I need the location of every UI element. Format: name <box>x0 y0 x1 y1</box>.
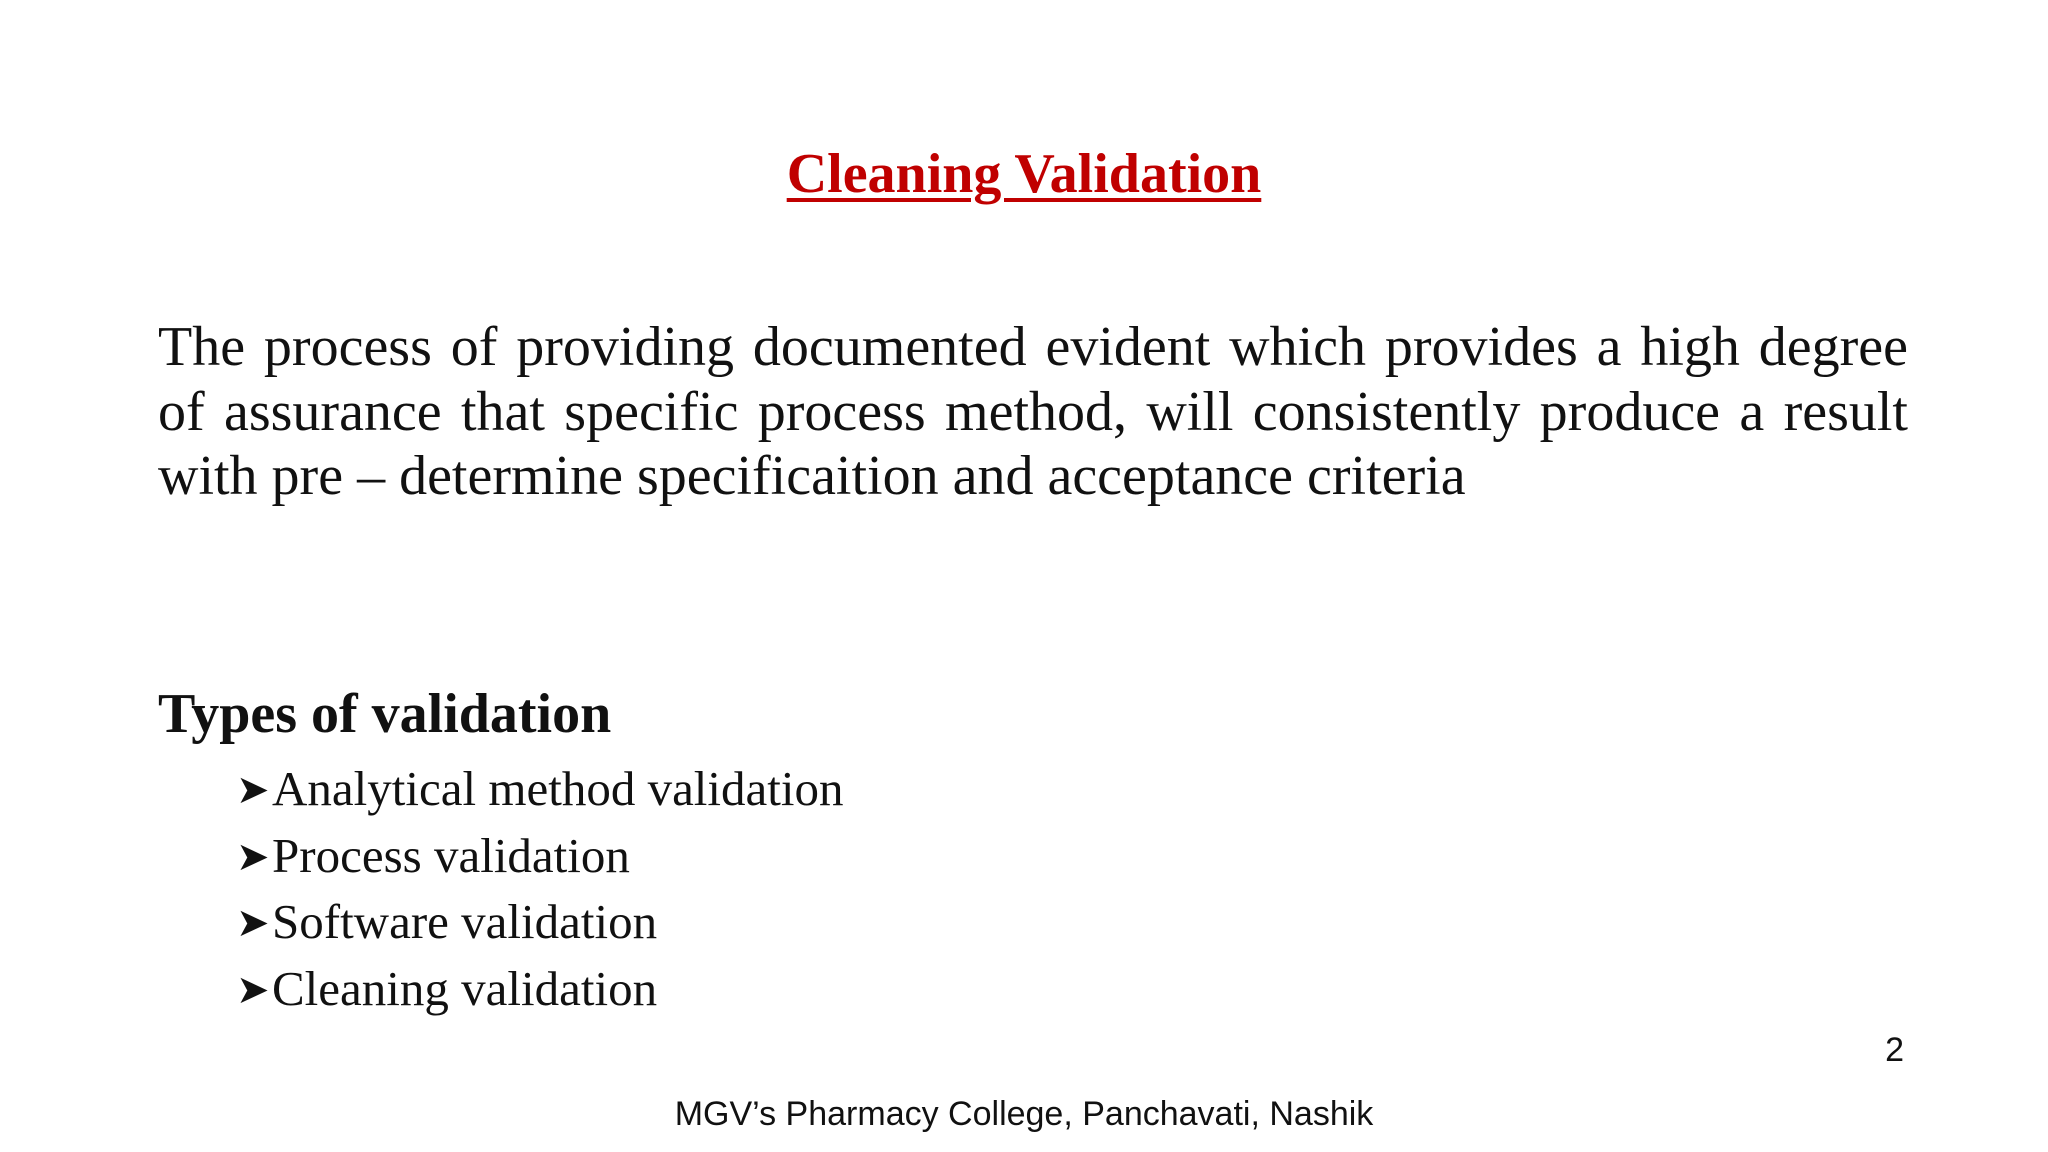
list-item <box>236 756 844 823</box>
page-number: 2 <box>1885 1031 1904 1069</box>
types-list <box>236 756 844 1022</box>
list-item <box>236 956 844 1023</box>
definition-paragraph: The process of providing documented evident which provides a high degree of assurance that specific process method, will consistently produce a result with pre – determine specificaition and acceptance criteria <box>158 316 1908 507</box>
arrow-bullet-icon: ➤ <box>236 833 270 879</box>
list-item <box>236 889 844 956</box>
arrow-bullet-icon: ➤ <box>236 900 270 945</box>
types-heading: Types of validation <box>158 683 612 745</box>
list-item <box>236 823 844 890</box>
slide-title <box>0 138 2048 210</box>
slide-title-text: Cleaning Validation <box>786 143 1262 205</box>
arrow-bullet-icon: ➤ <box>236 966 270 1012</box>
list-item-label: Cleaning validation <box>272 960 658 1016</box>
list-item-label: Process validation <box>272 827 630 883</box>
list-item-label: Software validation <box>272 894 658 949</box>
footer-text: MGV’s Pharmacy College, Panchavati, Nashik <box>674 1095 1374 1133</box>
list-item-label: Analytical method validation <box>272 761 844 816</box>
arrow-bullet-icon: ➤ <box>236 767 270 812</box>
